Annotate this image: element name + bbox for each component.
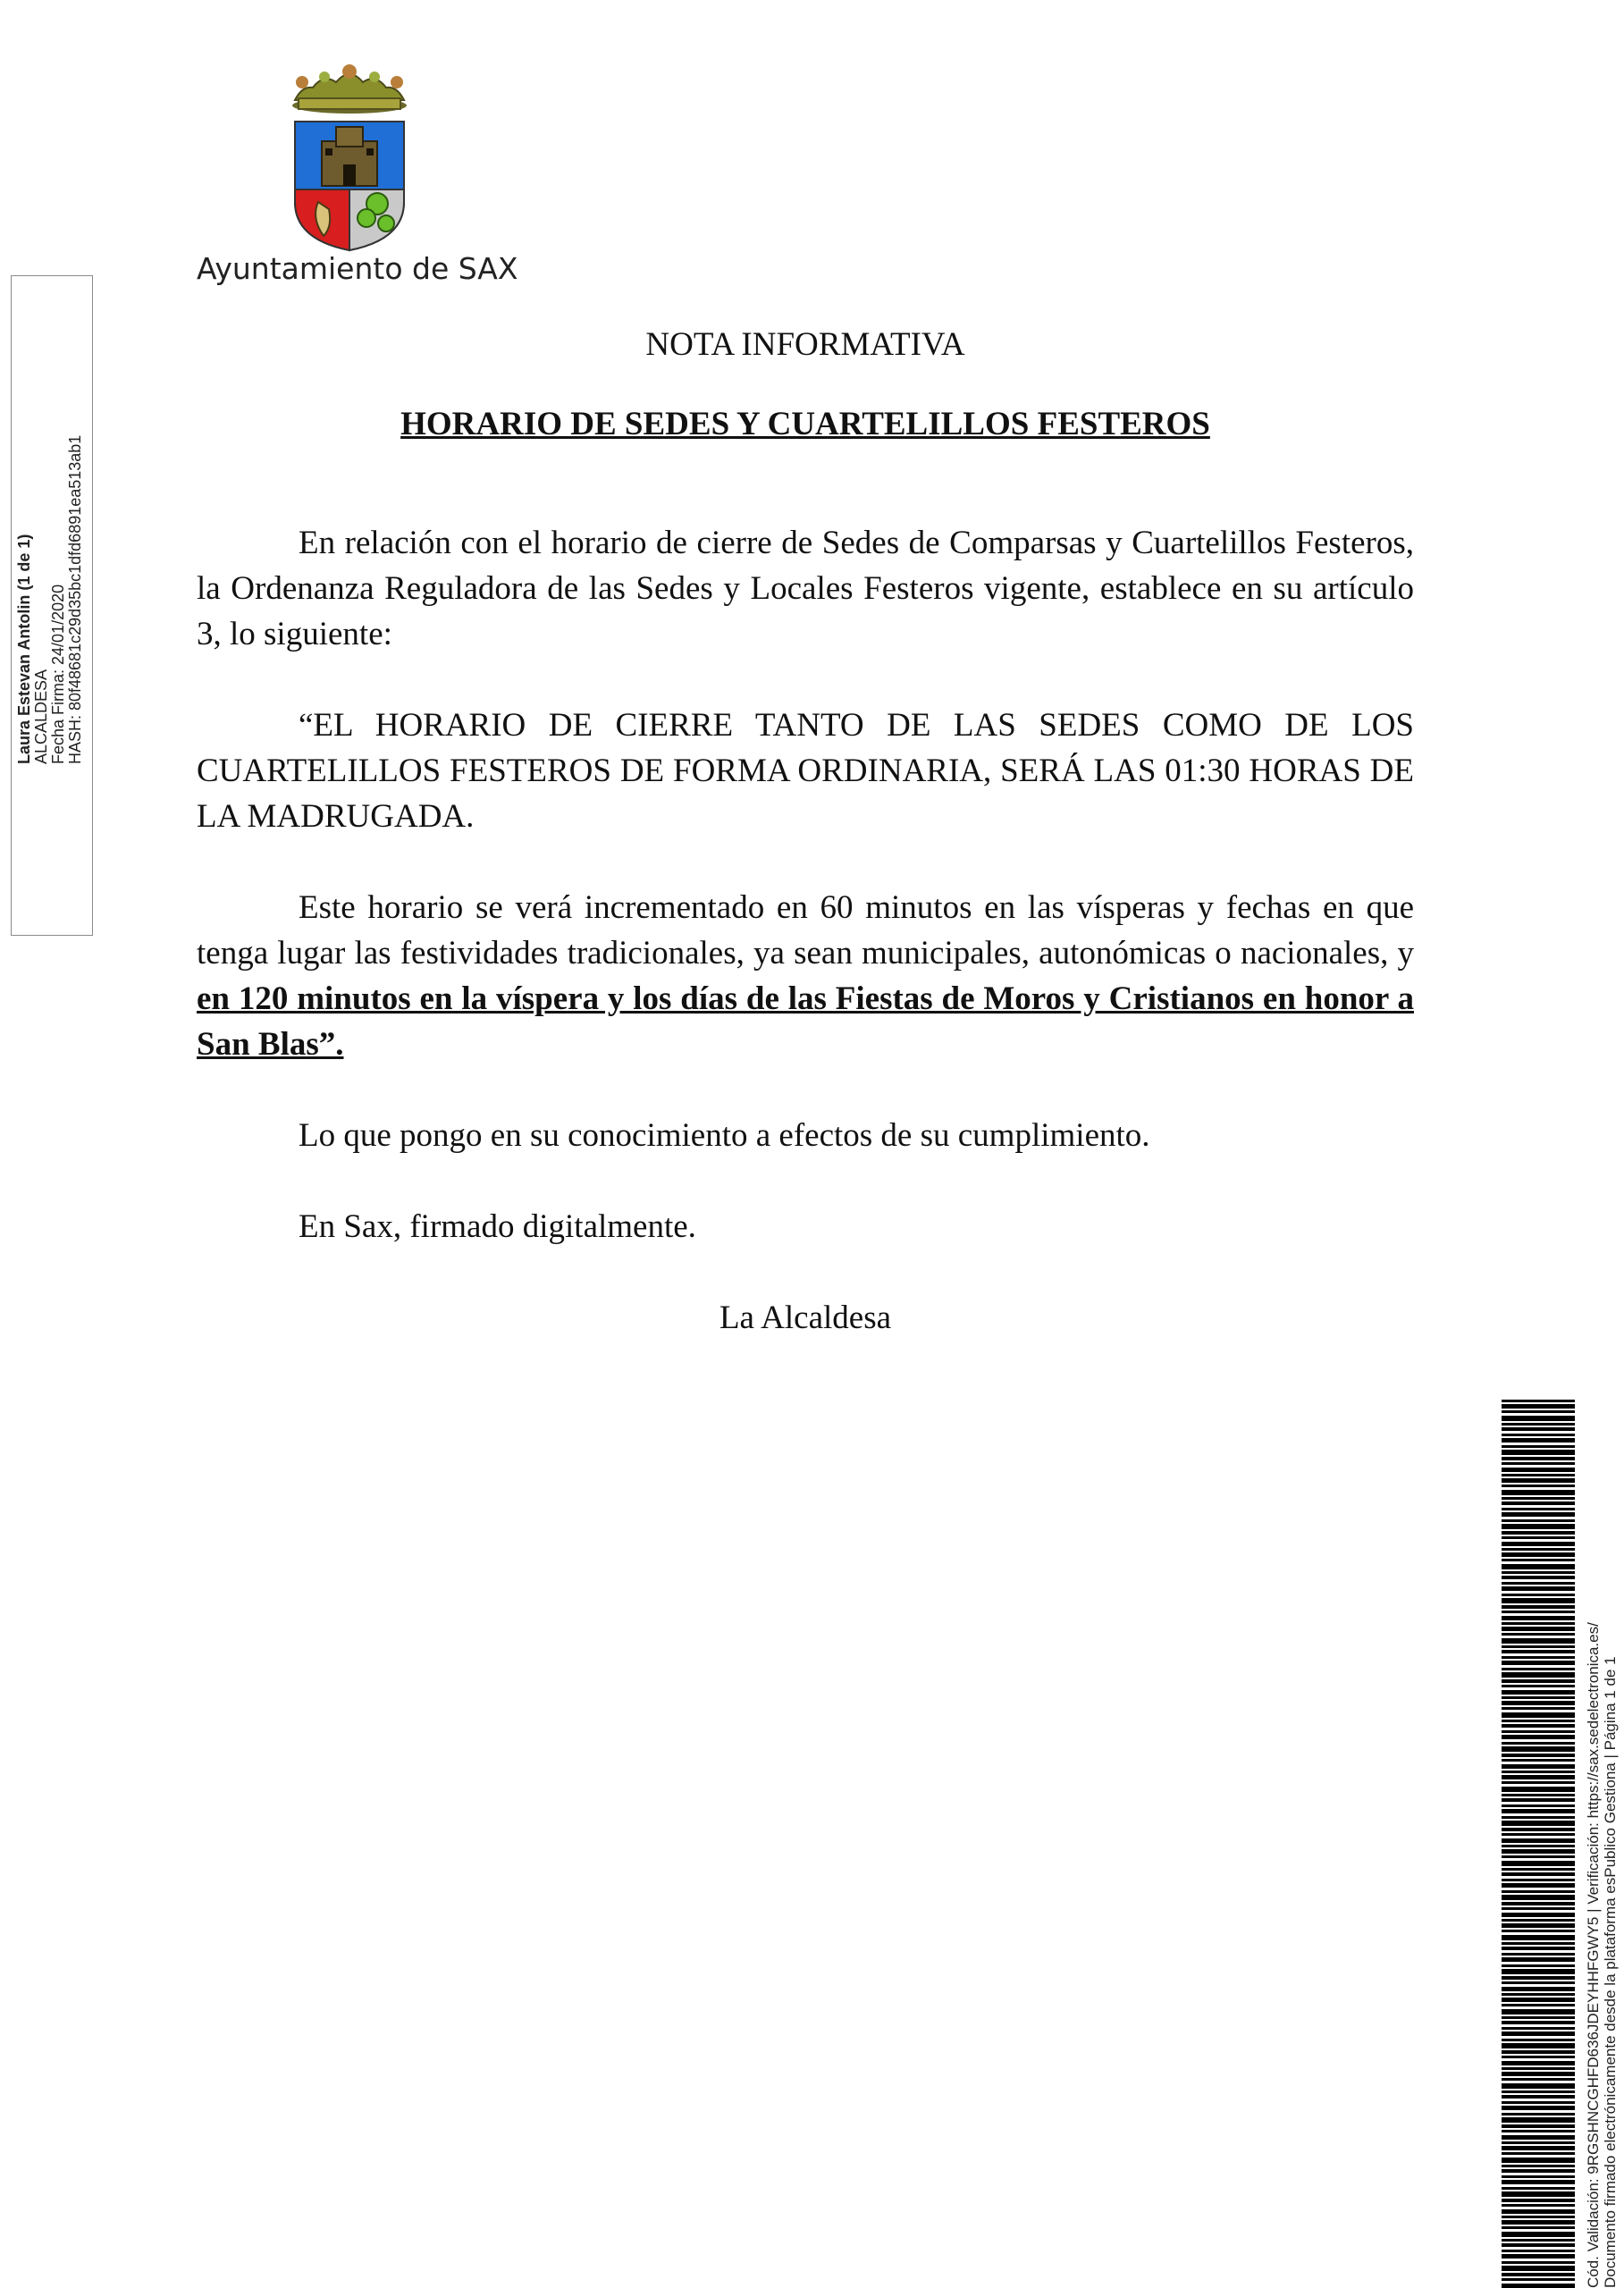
verification-line-1: Cód. Validación: 9RGSHNCGHFD636JDEYHHFGWY5 | Verificación: https://sax.sedelectronica.es/ <box>1585 1622 1602 2288</box>
coat-of-arms-icon <box>284 61 415 253</box>
paragraph-extension-text: Este horario se verá incrementado en 60 minutos en las vísperas y fechas en que tenga lugar las festividades tradicionales, ya sean municipales, autonómicas o nacionales, y <box>197 889 1414 972</box>
paragraph-extension-emphasis: en 120 minutos en la víspera y los días de las Fiestas de Moros y Cristianos en honor a San Blas”. <box>197 980 1414 1063</box>
signature-details <box>16 435 84 764</box>
verification-line-2: Documento firmado electrónicamente desde la plataforma esPublico Gestiona | Página 1 de 1 <box>1602 1656 1619 2288</box>
document-title: HORARIO DE SEDES Y CUARTELILLOS FESTEROS <box>400 406 1210 442</box>
paragraph-intro: En relación con el horario de cierre de Sedes de Comparsas y Cuartelillos Festeros, la Ordenanza Reguladora de las Sedes y Locales Festeros vigente, establece en su artículo 3, lo siguiente: <box>197 525 1414 652</box>
paragraph-signed: En Sax, firmado digitalmente. <box>299 1208 696 1245</box>
signoff: La Alcaldesa <box>719 1300 892 1336</box>
document-type: NOTA INFORMATIVA <box>645 326 965 363</box>
paragraph-quote: “EL HORARIO DE CIERRE TANTO DE LAS SEDES COMO DE LOS CUARTELILLOS FESTEROS DE FORMA ORDINARIA, SERÁ LAS 01:30 HORAS DE LA MADRUGADA. <box>197 707 1414 835</box>
signer-role: ALCALDESA <box>32 669 50 764</box>
signature-hash: HASH: 80f48681c29d35bc1dfd6891ea513ab1 <box>66 434 84 764</box>
verification-info <box>1585 1622 1619 2288</box>
signature-date: Fecha Firma: 24/01/2020 <box>49 584 67 764</box>
paragraph-extension <box>197 885 1414 1067</box>
document-body <box>197 322 1414 1341</box>
barcode-icon <box>1502 1400 1575 2288</box>
organization-name: Ayuntamiento de SAX <box>197 251 518 286</box>
signer-name: Laura Estevan Antolin (1 de 1) <box>15 534 33 764</box>
paragraph-notice: Lo que pongo en su conocimiento a efectos de su cumplimiento. <box>299 1117 1150 1154</box>
